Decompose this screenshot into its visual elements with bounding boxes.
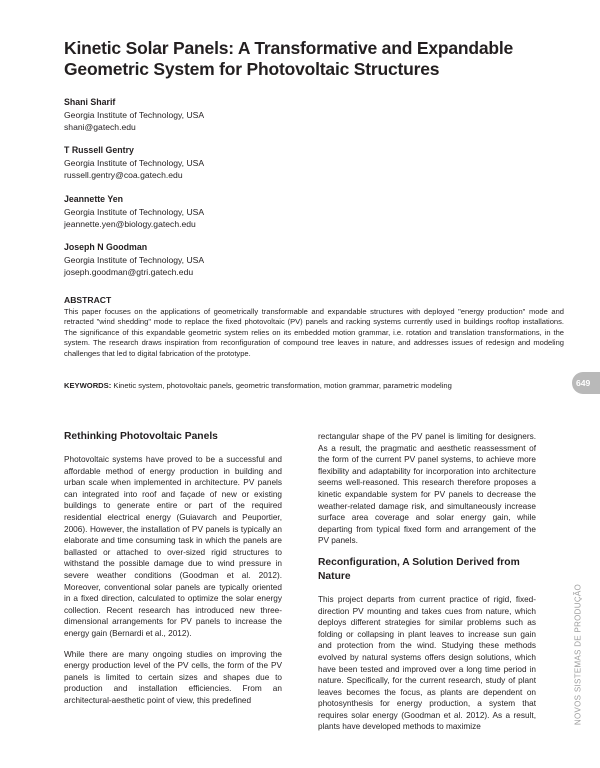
abstract-text: This paper focuses on the applications of geometrically transformable and expandable structures with deployed "energy production" mode and retracted "wind shedding" mode to replace the fixed photovoltaic (PV) panels and racking systems currently used in buildings rooftop installations. The significance of this expandable geometric system relies on its embedded motion grammar, i.e. rotation and translation transformations, in the system. The research draws inspiration from reconfiguration of compound tree leaves in nature, and addresses issues of redesign and modeling challenges that led to digital fabrication of the prototype.	[64, 307, 564, 358]
author-affiliation: Georgia Institute of Technology, USA	[64, 207, 205, 217]
author-affiliation: Georgia Institute of Technology, USA	[64, 110, 205, 120]
abstract-heading: ABSTRACT	[64, 295, 112, 305]
paragraph: This project departs from current practice of rigid, fixed-direction PV mounting and takes cues from nature, which deploys different strategies for similar problems such as folding or collapsing in plant leaves to increase sun gain and protection from the wind. Studying these methods evolved by natural systems offers design solutions, which have been tested and improved over a long time period in nature. Specifically, for the current research, study of plant leaves becomes the focus, as plants are dependent on photosynthesis for energy production, a system that requires solar energy (Goodman et al. 2012). As a result, plants have developed methods to maximize	[318, 594, 536, 732]
paragraph: Photovoltaic systems have proved to be a successful and affordable method of energy production in building and urban scale when implemented in architecture. PV panels can integrated into roof and façade of new or existing buildings to generate entire or part of the required residential electrical energy (Guiavarch and Peuportier, 2006). However, the installation of PV panels is typically an elaborate and time consuming task in which the panels are ballasted or attached to over-sized rigid structures to withstand the possible damage due to wind pressure in severe weather conditions (Goodman et al. 2012). Moreover, conventional solar panels are typically oriented in a fixed direction, calculated to optimize the solar energy collection. Recent research has introduced new three-dimensional arrangements for PV panels to increase the energy gain (Bernardi et al., 2012).	[64, 455, 282, 638]
title-line-1: Kinetic Solar Panels: A Transformative and Expandable	[64, 38, 514, 58]
author-email: shani@gatech.edu	[64, 122, 136, 132]
author-name: Shani Sharif	[64, 97, 116, 107]
author-block	[64, 241, 364, 278]
left-column	[64, 430, 282, 715]
author-block	[64, 193, 364, 230]
author-email: russell.gentry@coa.gatech.edu	[64, 170, 183, 180]
title-line-2: Geometric System for Photovoltaic Structures	[64, 59, 440, 79]
author-affiliation: Georgia Institute of Technology, USA	[64, 158, 205, 168]
sidebar-label	[571, 573, 585, 743]
keywords-label: KEYWORDS:	[64, 381, 112, 390]
paragraph: rectangular shape of the PV panel is limiting for designers. As a result, the pragmatic and aesthetic reassessment of the form of the current PV panel systems, to achieve more flexibility and adaptability for incorporation into architecture seems well-reasoned. This research therefore proposes a kinetic expandable system for PV panels to decrease the weather-related damage risk, and simultaneously increase surface area coverage and solar energy gain, while departing from typical fixed form and arrangement of the PV panels.	[318, 432, 536, 546]
page-number: 649	[572, 372, 600, 394]
author-block	[64, 96, 364, 133]
paragraph: While there are many ongoing studies on improving the energy production level of the PV cells, the form of the PV panels is limited to certain sizes and shapes due to production and installation efficiencies. From an architectural-aesthetic point of view, this predefined	[64, 649, 282, 705]
keywords	[64, 381, 564, 391]
sidebar-text: NOVOS SISTEMAS DE PRODUÇÃO	[573, 583, 583, 726]
author-email: joseph.goodman@gtri.gatech.edu	[64, 267, 194, 277]
author-email: jeannette.yen@biology.gatech.edu	[64, 219, 196, 229]
author-name: Jeannette Yen	[64, 194, 124, 204]
section-heading: Reconfiguration, A Solution Derived from Nature	[318, 556, 520, 582]
author-name: Joseph N Goodman	[64, 242, 148, 252]
keywords-text: Kinetic system, photovoltaic panels, geometric transformation, motion grammar, parametric modeling	[113, 381, 452, 390]
author-name: T Russell Gentry	[64, 145, 134, 155]
section-heading: Rethinking Photovoltaic Panels	[64, 431, 218, 442]
paper-title	[64, 38, 544, 80]
right-column	[318, 431, 536, 742]
author-affiliation: Georgia Institute of Technology, USA	[64, 255, 205, 265]
author-block	[64, 144, 364, 181]
